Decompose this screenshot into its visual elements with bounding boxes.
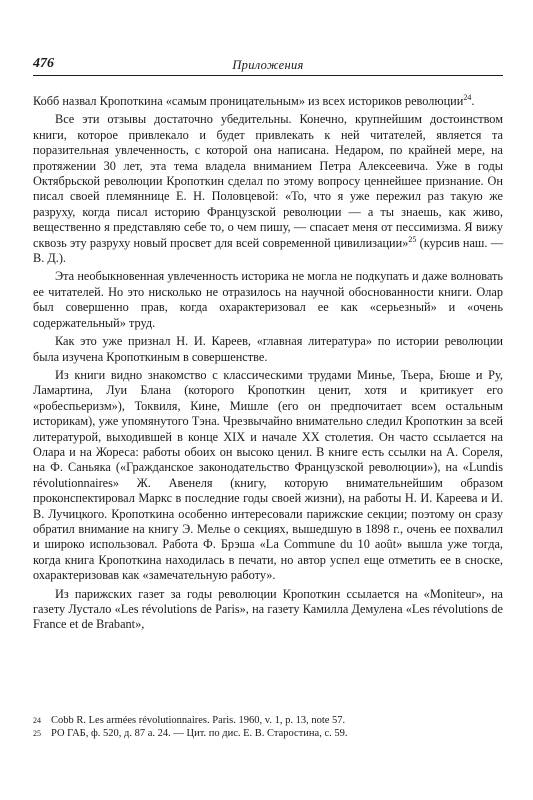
paragraph: Как это уже признал Н. И. Кареев, «главная литература» по истории революции была изучена Кропоткиным в совершенстве. <box>33 334 503 364</box>
footnote <box>33 727 503 740</box>
paragraph: Кобб назвал Кропоткина «самым проницательным» из всех историков революции$^{24}$. <box>33 92 475 108</box>
paragraph: Все эти отзывы достаточно убедительны. Конечно, крупнейшим достоинством книги, которое привлекало и будет привлекать к ней читателей, является та поразительная увлеченность, с которой она написана. Недаром, по крайней мере, на протяжении 30 лет, эта тема владела вниманием Петра Алексеевича. Уже в годы Октябрьской революции Кропоткин сделал по этому вопросу ценнейшее признание. Он писал своей племяннице Е. Н. Половцевой: «То, что я уже пережил раз такую же разруху, когда писал историю Французской революции — а ты знаешь, как живо, вещественно я представляю себе то, о чем пишу, — спасает меня от пессимизма. Я вижу сквозь эту разруху новый просвет для всей современной цивилизации»$^{25}$ (курсив наш. — В. Д.). <box>33 112 503 266</box>
footnote-text: РО ГАБ, ф. 520, д. 87 а. 24. — Цит. по дис. Е. В. Старостина, с. 59. <box>51 728 348 739</box>
footnote <box>33 714 503 727</box>
footnote-ref: 25 <box>408 234 417 244</box>
footnotes <box>33 714 503 740</box>
paragraph: Эта необыкновенная увлеченность историка не могла не подкупать и даже волновать ее читателей. Но это нисколько не отразилось на научной обоснованности книги. Олар был совершенно прав, когда охарактеризовал ее как «серьезный» и «очень содержательный» труд. <box>33 269 503 330</box>
running-title: Приложения <box>232 58 304 72</box>
paragraph: Из книги видно знакомство с классическими трудами Минье, Тьера, Бюше и Ру, Ламартина, Луи Блана (которого Кропоткин ценит, хотя и критикует его «робеспьеризм»), Токвиля, Кине, Мишле (его он предпочитает всем остальным историкам), уже упомянутого Тэна. Чрезвычайно внимательно следил Кропоткин за всей литературой, выходившей в конце XIX и начале XX столетия. Он часто ссылается на Олара и на Жореса: работы обоих он высоко ценил. В книге есть ссылки на А. Сореля, на Ф. Саньяка («Гражданское законодательство Французской революции»), на «Lundis révolutionnaires» Ж. Авенеля (книгу, которую внимательнейшим образом проконспектировал Маркс в последние годы своей жизни), на работы Н. И. Кареева и И. В. Лучицкого. Кропоткина особенно интересовали парижские секции; поэтому он сразу обратил внимание на книгу Э. Мелье о секциях, вышедшую в 1898 г., очень ее похвалил и широко использовал. Работа Ф. Брэша «La Commune du 10 août» вышла уже тогда, когда книга Кропоткина находилась в печати, но автор успел еще отметить ее в сноске, охарактеризовав как «замечательную работу». <box>33 367 503 583</box>
paragraph: Из парижских газет за годы революции Кропоткин ссылается на «Moniteur», на газету Лустало «Les révolutions de Paris», на газету Камилла Демулена «Les révolutions de France et de Brabant», <box>33 586 503 632</box>
page-number: 476 <box>33 56 54 71</box>
running-header <box>33 52 503 74</box>
footnote-ref: 24 <box>463 92 472 102</box>
footnote-number: 24 <box>33 716 41 725</box>
footnote-text: Cobb R. Les armées révolutionnaires. Paris. 1960, v. 1, p. 13, note 57. <box>51 715 346 726</box>
body-text <box>33 94 503 633</box>
footnote-number: 25 <box>33 729 41 738</box>
header-rule <box>33 75 503 76</box>
book-page <box>33 52 503 633</box>
